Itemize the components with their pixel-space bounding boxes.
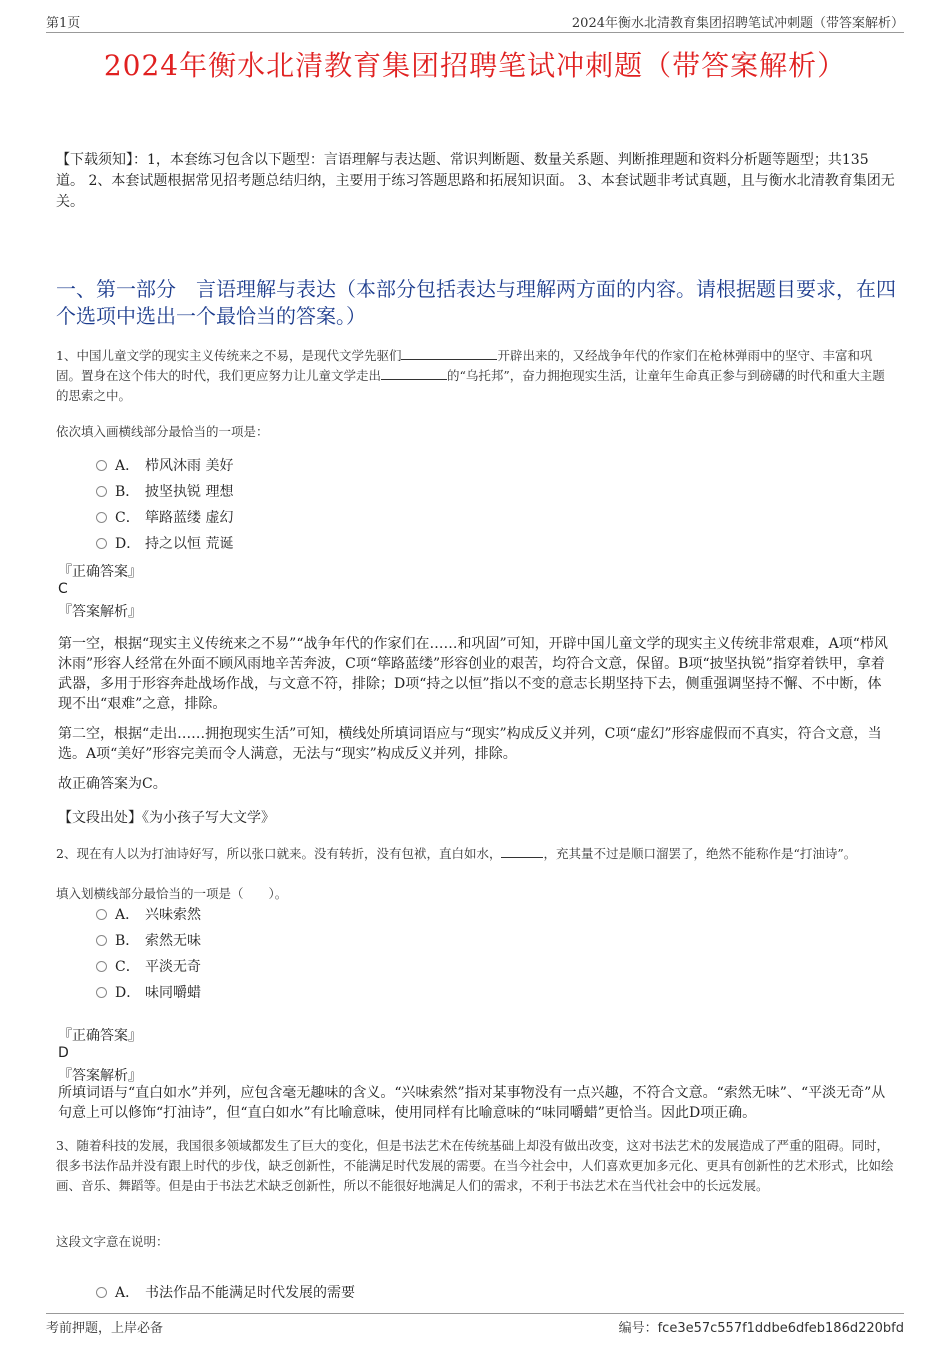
q2-correct-answer: D	[58, 1045, 69, 1061]
code-value: fce3e57c557f1ddbe6dfeb186d220bfd	[657, 1321, 904, 1336]
page-footer	[46, 1313, 904, 1334]
option-text: 味同嚼蜡	[145, 985, 201, 1001]
option-text: 书法作品不能满足时代发展的需要	[145, 1285, 355, 1301]
q1-blank-1	[401, 347, 497, 360]
q3-prompt: 这段文字意在说明：	[56, 1234, 169, 1249]
q1-stem-part-c: 的“乌托邦”，奋力拥抱现实生活，让童年生命真正参与到磅礴的时代和重大主题的思索之中。	[56, 368, 885, 403]
page-number: 第1页	[46, 16, 81, 31]
q1-correct-answer-label: 『正确答案』	[58, 564, 142, 580]
q1-option-b[interactable]	[96, 481, 233, 503]
q1-correct-answer: C	[58, 581, 68, 597]
option-letter: B．	[115, 933, 140, 949]
radio-icon[interactable]	[96, 909, 107, 920]
option-text: 栉风沐雨 美好	[145, 458, 234, 474]
radio-icon[interactable]	[96, 935, 107, 946]
q3-option-a[interactable]	[96, 1282, 355, 1304]
option-letter: C．	[115, 959, 140, 975]
radio-icon[interactable]	[96, 1287, 107, 1298]
code-label: 编号：	[618, 1321, 658, 1336]
footer-slogan: 考前押题，上岸必备	[46, 1321, 164, 1336]
radio-icon[interactable]	[96, 460, 107, 471]
option-letter: A．	[115, 1285, 140, 1301]
q1-option-c[interactable]	[96, 507, 233, 529]
q1-analysis-label: 『答案解析』	[58, 604, 142, 620]
question-1-stem	[56, 346, 896, 406]
q1-analysis-paragraph-2: 第二空，根据“走出……拥抱现实生活”可知，横线处所填词语应与“现实”构成反义并列，C项“虚幻”形容虚假而不真实，符合文意，当选。A项“美好”形容完美而令人满意，无法与“现实”构成反义并列，排除。	[58, 726, 882, 762]
section-heading: 一、第一部分 言语理解与表达（本部分包括表达与理解两方面的内容。请根据题目要求，在四个选项中选出一个最恰当的答案。）	[56, 277, 896, 328]
q1-stem-part-b: 开辟出来的，又经战争年代的作家们在枪林弹雨中的坚守、丰富和巩固。置身在这个伟大的时代，我们更应努力让儿童文学走出	[56, 348, 873, 383]
q2-option-b[interactable]	[96, 930, 201, 952]
option-letter: A．	[115, 458, 140, 474]
option-text: 持之以恒 荒诞	[145, 536, 234, 552]
q1-source: 【文段出处】《为小孩子写大文学》	[58, 810, 275, 826]
q1-analysis-paragraph-1: 第一空，根据“现实主义传统来之不易”“战争年代的作家们在……和巩固”可知，开辟中国儿童文学的现实主义传统非常艰难，A项“栉风沐雨”形容人经常在外面不顾风雨地辛苦奔波，C项“筚路蓝缕”形容创业的艰苦，均符合文意，保留。B项“披坚执锐”指穿着铁甲，拿着武器，多用于形容奔赴战场作战，与文意不符，排除；D项“持之以恒”指以不变的意志长期坚持下去，侧重强调坚持不懈、不中断，体现不出“艰难”之意，排除。	[58, 636, 888, 712]
q2-option-d[interactable]	[96, 982, 201, 1004]
radio-icon[interactable]	[96, 961, 107, 972]
q1-option-d[interactable]	[96, 533, 233, 555]
option-text: 平淡无奇	[145, 959, 201, 975]
radio-icon[interactable]	[96, 486, 107, 497]
q1-prompt: 依次填入画横线部分最恰当的一项是：	[56, 424, 269, 439]
q2-option-c[interactable]	[96, 956, 201, 978]
radio-icon[interactable]	[96, 987, 107, 998]
question-3-stem: 3、随着科技的发展，我国很多领域都发生了巨大的变化，但是书法艺术在传统基础上却没有做出改变，这对书法艺术的发展造成了严重的阻碍。同时，很多书法作品并没有跟上时代的步伐，缺乏创新性，不能满足时代发展的需要。在当今社会中，人们喜欢更加多元化、更具有创新性的艺术形式，比如绘画、音乐、舞蹈等。但是由于书法艺术缺乏创新性，所以不能很好地满足人们的需求，不利于书法艺术在当代社会中的长远发展。	[56, 1138, 894, 1193]
option-letter: C．	[115, 510, 140, 526]
document-code	[619, 1317, 904, 1336]
q2-prompt: 填入划横线部分最恰当的一项是（ ）。	[56, 886, 288, 901]
q2-correct-answer-label: 『正确答案』	[58, 1028, 142, 1044]
q2-stem-part-b: ，充其量不过是顺口溜罢了，绝然不能称作是“打油诗”。	[543, 846, 857, 861]
option-letter: D．	[115, 536, 141, 552]
q2-analysis-label: 『答案解析』	[58, 1068, 142, 1084]
option-text: 筚路蓝缕 虚幻	[145, 510, 234, 526]
option-text: 披坚执锐 理想	[145, 484, 234, 500]
option-text: 兴味索然	[145, 907, 201, 923]
q1-conclusion: 故正确答案为C。	[58, 776, 167, 792]
download-notice: 【下载须知】：1，本套练习包含以下题型：言语理解与表达题、常识判断题、数量关系题、判断推理题和资料分析题等题型；共135道。 2、本套试题根据常见招考题总结归纳，主要用于练习答题思路和拓展知识面。 3、本套试题非考试真题，且与衡水北清教育集团无关。	[56, 152, 895, 210]
header-doc-title: 2024年衡水北清教育集团招聘笔试冲刺题（带答案解析）	[571, 16, 904, 31]
q2-option-a[interactable]	[96, 904, 201, 926]
option-letter: B．	[115, 484, 140, 500]
radio-icon[interactable]	[96, 512, 107, 523]
q1-stem-part-a: 1、中国儿童文学的现实主义传统来之不易，是现代文学先驱们	[56, 348, 402, 363]
question-2-stem	[56, 844, 896, 864]
q2-analysis: 所填词语与“直白如水”并列，应包含毫无趣味的含义。“兴味索然”指对某事物没有一点兴趣，不符合文意。“索然无味”、“平淡无奇”从句意上可以修饰“打油诗”，但“直白如水”有比喻意味，使用同样有比喻意味的“味同嚼蜡”更恰当。因此D项正确。	[58, 1085, 886, 1121]
option-letter: A．	[115, 907, 140, 923]
q2-blank	[501, 845, 543, 858]
option-text: 索然无味	[145, 933, 201, 949]
option-letter: D．	[115, 985, 141, 1001]
q1-blank-2	[381, 367, 447, 380]
page-header	[46, 12, 904, 33]
page-title: 2024年衡水北清教育集团招聘笔试冲刺题（带答案解析）	[103, 49, 847, 82]
q1-option-a[interactable]	[96, 455, 233, 477]
q2-stem-part-a: 2、现在有人以为打油诗好写，所以张口就来。没有转折，没有包袱，直白如水，	[56, 846, 502, 861]
radio-icon[interactable]	[96, 538, 107, 549]
